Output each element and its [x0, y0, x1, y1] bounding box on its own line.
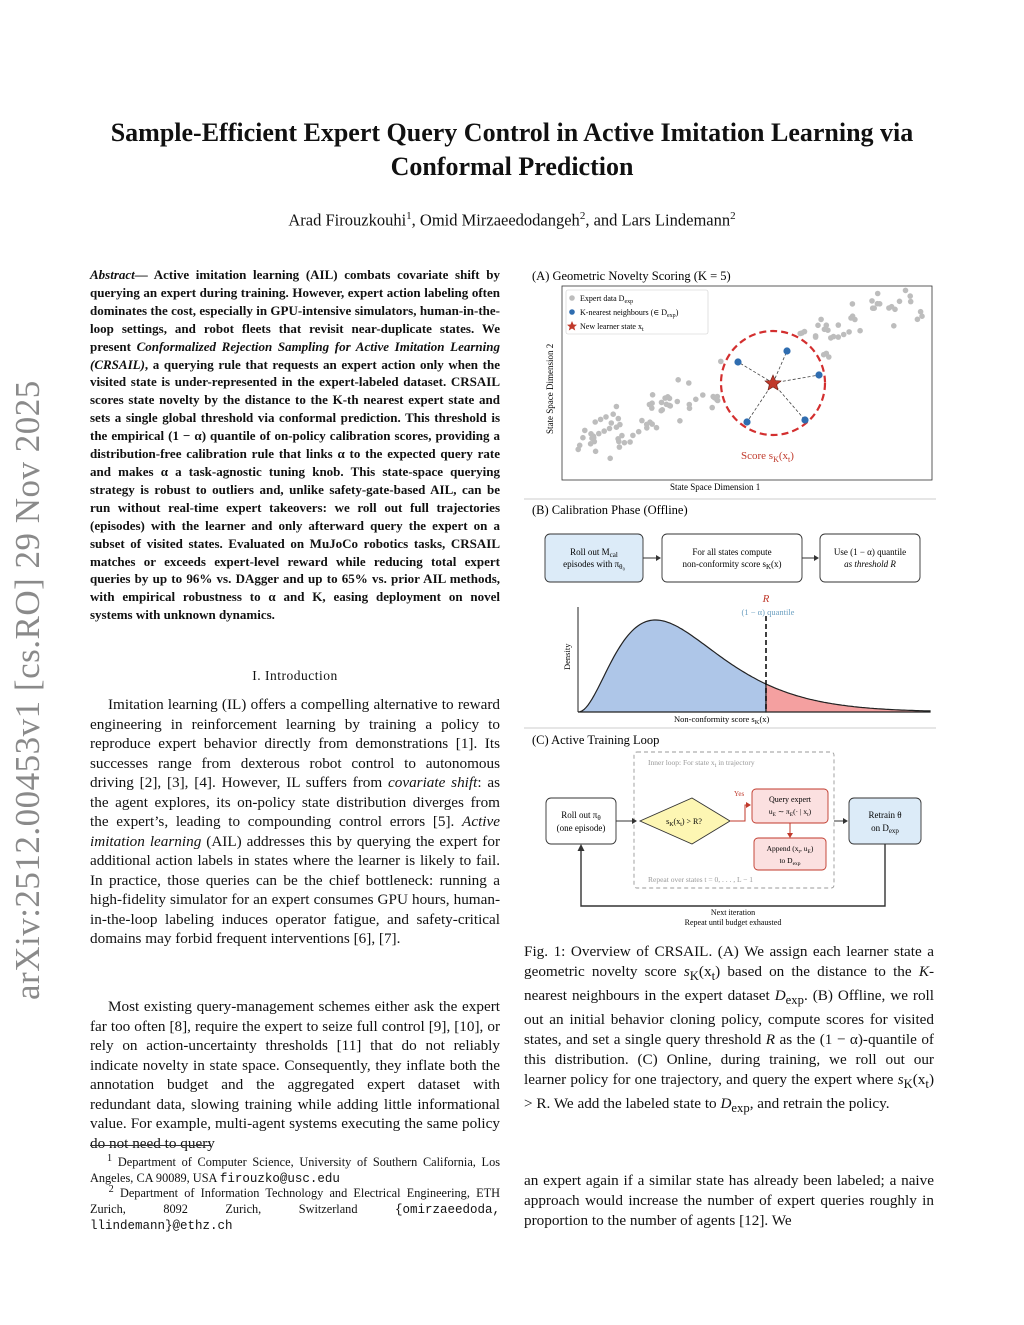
knn-point	[743, 418, 750, 425]
expert-point	[892, 307, 898, 313]
expert-point	[649, 421, 655, 427]
expert-point	[824, 322, 830, 328]
arrow-head	[843, 818, 848, 824]
intro-paragraph-2	[90, 997, 500, 1153]
math: (x	[698, 963, 712, 980]
footnote-text: Department of Computer Science, University of Southern California, Los Angeles, CA 90089, USA	[90, 1155, 500, 1185]
author-3-affil: 2	[730, 210, 736, 222]
expert-point	[687, 402, 693, 408]
expert-point	[622, 440, 628, 446]
expert-point	[614, 424, 620, 430]
expert-point	[700, 392, 706, 398]
math: )	[715, 963, 721, 980]
expert-point	[818, 317, 824, 323]
math: K	[903, 1077, 913, 1092]
footnote-rule	[90, 1145, 210, 1146]
expert-point	[577, 443, 583, 449]
legend-expert-marker	[569, 295, 575, 301]
decision-label: $s_K(x_t) > R$?	[666, 817, 702, 828]
term-active-imitation: Active imitation learning	[90, 813, 500, 850]
math: D	[720, 1095, 732, 1113]
figure-caption	[524, 942, 934, 1118]
expert-point	[596, 431, 602, 437]
expert-point	[813, 333, 819, 339]
rollout-box-line-1: Roll out $M_{cal}$	[570, 547, 618, 559]
expert-point	[875, 301, 881, 307]
expert-point	[619, 433, 625, 439]
expert-point	[644, 422, 650, 428]
panel-c-title: (C) Active Training Loop	[532, 733, 660, 747]
expert-point	[668, 403, 674, 409]
query-expert-line-1: Query expert	[769, 795, 811, 804]
abstract-dash: —	[134, 267, 154, 282]
caption-text: . We add the labeled state to	[546, 1095, 721, 1113]
expert-point	[836, 334, 842, 340]
expert-point	[848, 315, 854, 321]
score-box	[662, 534, 802, 582]
rollout-episode-line-2: (one episode)	[556, 823, 606, 833]
expert-point	[607, 426, 613, 432]
expert-point	[715, 394, 721, 400]
expert-point	[603, 414, 609, 420]
density-xlabel: Non-conformity score $s_K(x)$	[674, 714, 770, 726]
expert-point	[617, 444, 623, 450]
retrain-line-1: Retrain θ	[868, 810, 902, 820]
figure-1	[520, 262, 940, 932]
append-box	[754, 838, 826, 870]
caption-text: . (B) Offline, we roll out an initial behavior cloning policy, compute scores for visited states, and set a single query threshold	[524, 987, 934, 1049]
legend-knn-label: K-nearest neighbours (∈ $D_{exp}$)	[580, 308, 679, 319]
caption-text: based on the distance to the	[720, 963, 919, 980]
panel-a-xlabel: State Space Dimension 1	[670, 482, 761, 492]
expert-point	[836, 322, 842, 328]
arxiv-identifier: arXiv:2512.00453v1 [cs.RO] 29 Nov 2025	[8, 380, 47, 1000]
expert-point	[897, 299, 903, 305]
expert-point	[636, 429, 642, 435]
inner-loop-label: Inner loop: For state $x_t$ in trajectory	[648, 758, 755, 769]
caption-text: Fig. 1: Overview of CRSAIL. (A) We assign each learner state a geometric novelty score	[524, 943, 934, 980]
math: exp	[785, 993, 804, 1008]
expert-point	[580, 435, 586, 441]
expert-point	[650, 392, 656, 398]
expert-point	[709, 405, 715, 411]
legend-star-label: New learner state $x_t$	[580, 322, 644, 333]
knn-point	[783, 347, 790, 354]
retrain-box	[849, 798, 921, 844]
caption-text: , and retrain the policy.	[749, 1095, 890, 1113]
author-3: Lars Lindemann	[621, 210, 731, 230]
abstract-text-2: , a querying rule that requests an expert action only when the visited state is under-represented in the expert-labeled dataset. CRSAIL scores state novelty by the distance to the K-th nearest expert state and sets a single global threshold via conformal prediction. This threshold is the empirical (1 − α) quantile of on-policy calibration scores, providing a distribution-free calibration rule that links α to the expected query rate and makes α a task-agnostic tuning knob. This state-space querying strategy is robust to outliers and, unlike safety-gate-based AIL, can be run without real-time expert takeovers: we roll out full trajectories (episodes) with the learner and only afterward query the expert on a subset of visited states. Evaluated on MuJoCo robotics tasks, CRSAIL matches or exceeds expert-level reward while reducing total expert queries by up to 96% vs. DAgger and up to 65% vs. prior AIL methods, with empirical robustness to α and K, easing deployment on novel systems with unknown dynamics.	[90, 356, 500, 623]
footnote-mark: 1	[107, 1153, 113, 1164]
author-1-affil: 1	[406, 210, 412, 222]
expert-point	[850, 301, 856, 307]
arrow-head	[578, 844, 585, 851]
author-1: Arad Firouzkouhi	[288, 210, 407, 230]
expert-point	[614, 404, 620, 410]
expert-point	[841, 332, 847, 338]
legend-knn-marker	[569, 309, 575, 315]
intro-text: Most existing query-management schemes either ask the expert far too often [8], require the expert to seize full control [9], [10], or rely on action-uncertainty thresholds [11] that do not reliably indicate novelty in state space. Consequently, they inflate both the annotation budget and the aggregated expert dataset with redundant data, slowing training while adding little informational value. For example, multi-agent systems executing the same policy do not need to query	[90, 998, 500, 1152]
intro-paragraph-1	[90, 695, 500, 949]
paper-title: Sample-Efficient Expert Query Control in Active Imitation Learning via Conformal Prediction	[110, 118, 914, 181]
expert-point	[592, 419, 598, 425]
expert-point	[616, 416, 622, 422]
section-heading: I. Introduction	[252, 668, 338, 683]
expert-point	[908, 299, 914, 305]
yes-label: Yes	[734, 790, 745, 798]
expert-point	[667, 396, 673, 402]
expert-point	[907, 293, 913, 299]
score-box-line-1: For all states compute	[692, 547, 772, 557]
author-list	[100, 210, 924, 231]
append-line-2: to $D_{exp}$	[779, 856, 801, 867]
expert-point	[609, 420, 615, 426]
email: firouzko@usc.edu	[219, 1171, 340, 1186]
threshold-box-line-2: as threshold R	[844, 559, 896, 569]
math: s	[683, 963, 690, 980]
expert-point	[857, 328, 863, 334]
math: ) > R	[524, 1071, 934, 1113]
math: exp	[731, 1101, 750, 1116]
panel-b-title: (B) Calibration Phase (Offline)	[532, 503, 688, 517]
expert-point	[630, 433, 636, 439]
expert-point	[649, 400, 655, 406]
math: K	[689, 969, 699, 984]
append-line-1: Append ($x_t$, $u_E$)	[766, 844, 814, 855]
expert-point	[871, 305, 877, 311]
density-ylabel: Density	[562, 643, 572, 670]
rollout-episode-line-1: Roll out $\pi_\theta$	[561, 810, 601, 822]
caption-text: as the (1 − α)-quantile of this distribution. (C) Online, during training, we roll out our learner policy for one trajectory, and query the expert where	[524, 1031, 934, 1089]
legend-expert-label: Expert data $D_{exp}$	[580, 294, 634, 305]
rollout-box-line-2: episodes with $\pi_{\theta_0}$	[563, 559, 625, 571]
expert-point	[831, 334, 837, 340]
repeat-budget-label: Repeat until budget exhausted	[684, 918, 782, 927]
knn-point	[734, 358, 741, 365]
math: t	[925, 1077, 929, 1092]
method-name: Conformalized Rejection Sampling for Active Imitation Learning (CRSAIL)	[90, 338, 500, 372]
panel-a-title: (A) Geometric Novelty Scoring (K = 5)	[532, 269, 731, 283]
quantile-label: (1 − α) quantile	[741, 607, 795, 617]
knn-point	[815, 371, 822, 378]
expert-point	[598, 417, 604, 423]
math: D	[774, 987, 786, 1005]
abstract	[90, 266, 500, 624]
intro-text: (AIL) addresses this by querying the expert for additional action labels in states where the learner is likely to fail. In practice, those queries can be the chief bottleneck: running a high-fidelity simulator for an expert consumes GPU hours, human-in-the-loop labeling induces operator fatigue, and safety-critical domains may forbid frequent interventions [6], [7].	[90, 832, 501, 947]
abstract-text-1: Active imitation learning (AIL) combats covariate shift by querying an expert during training. However, expert action labeling often dominates the cost, especially in GPU-intensive simulators, human-in-the-loop settings, and robot fleets that revisit near-duplicate states. We present	[90, 267, 500, 354]
density-tail	[766, 684, 930, 712]
abstract-lead: Abstract	[90, 267, 135, 282]
expert-point	[918, 309, 924, 315]
author-sep: ,	[411, 210, 420, 230]
expert-point	[891, 323, 897, 329]
r-label: R	[762, 593, 770, 605]
density-below-quantile	[578, 620, 766, 712]
expert-point	[693, 397, 699, 403]
threshold-box-line-1: Use (1 − α) quantile	[833, 547, 907, 557]
math: R	[765, 1031, 776, 1049]
expert-point	[875, 291, 881, 297]
intro-text: Imitation learning (IL) offers a compelling alternative to reward engineering in reinforcement learning by training a policy to reproduce expert behavior directly from demonstrations [1]. Its successes range from dexterous robot control to autonomous driving [2], [3], [4]. However, IL suffers from	[90, 696, 500, 791]
email: {omirzaeedoda, llindemann}@ethz.ch	[90, 1202, 500, 1234]
next-iteration-label: Next iteration	[710, 908, 756, 917]
rollout-episode-box	[546, 798, 616, 844]
threshold-box	[820, 534, 920, 582]
author-2: Omid Mirzaeedodangeh	[419, 210, 580, 230]
expert-point	[582, 428, 588, 434]
expert-point	[802, 329, 808, 335]
expert-point	[686, 380, 692, 386]
expert-point	[675, 377, 681, 383]
expert-point	[815, 323, 821, 329]
footnote-mark: 2	[108, 1184, 114, 1195]
repeat-states-label: Repeat over states t = 0, . . . , L − 1	[648, 875, 754, 884]
query-expert-line-2: $u_E$ ∼ $\pi_E(\cdot$ | $x_t$)	[768, 807, 812, 818]
expert-point	[675, 399, 681, 405]
expert-point	[718, 359, 724, 365]
math: (x	[912, 1071, 926, 1089]
expert-point	[654, 425, 660, 431]
expert-point	[616, 439, 622, 445]
rollout-box	[545, 534, 643, 582]
expert-point	[610, 411, 616, 417]
intro-text: : as the agent explores, its on-policy state distribution diverges from the expert’s, leading to compounding control errors [5].	[90, 774, 500, 830]
expert-point	[659, 400, 665, 406]
footnote-text: Department of Information Technology and Electrical Engineering, ETH Zurich, 8092 Zurich, Switzerland	[90, 1186, 501, 1216]
author-sep: , and	[585, 210, 622, 230]
expert-point	[903, 288, 909, 294]
expert-point	[607, 456, 613, 462]
expert-point	[660, 407, 666, 413]
score-label: Score $s_K(x_t)$	[741, 450, 794, 464]
math: s	[897, 1071, 904, 1089]
body-text-col2: an expert again if a similar state has already been labeled; a naive approach would increase the number of expert queries roughly in proportion to the number of agents [12]. We	[524, 1172, 934, 1229]
math: K	[918, 963, 929, 980]
expert-point	[915, 317, 921, 323]
expert-point	[592, 439, 598, 445]
expert-point	[869, 298, 875, 304]
expert-point	[846, 329, 852, 335]
expert-point	[649, 405, 655, 411]
expert-point	[826, 354, 832, 360]
expert-point	[627, 439, 633, 445]
arrow-head	[814, 555, 819, 561]
expert-point	[601, 428, 607, 434]
expert-point	[593, 449, 599, 455]
expert-point	[677, 418, 683, 424]
retrain-line-2: on $D_{exp}$	[871, 823, 899, 835]
panel-a-ylabel: State Space Dimension 2	[545, 343, 555, 434]
footnote-2	[90, 1182, 500, 1235]
expert-point	[639, 418, 645, 424]
author-2-affil: 2	[579, 210, 586, 222]
score-box-line-2: non-conformity score $s_K(x)$	[682, 559, 782, 571]
math: t	[711, 969, 716, 984]
term-covariate-shift: covariate shift	[388, 774, 478, 791]
arrow-head	[656, 555, 661, 561]
caption-text: -nearest neighbours in the expert dataset	[524, 963, 935, 1005]
knn-point	[801, 416, 808, 423]
